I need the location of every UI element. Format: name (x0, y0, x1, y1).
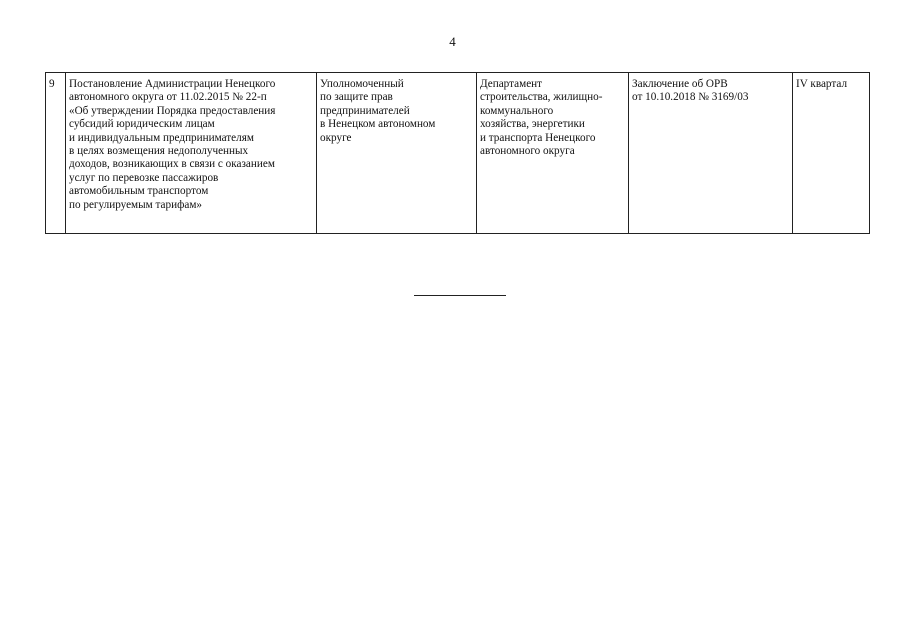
responsible-cell: Уполномоченный по защите прав предпринимателей в Ненецком автономном округе (317, 73, 477, 234)
document-title-cell: Постановление Администрации Ненецкого автономного округа от 11.02.2015 № 22-п «Об утверждении Порядка предоставления субсидий юридическим лицам и индивидуальным предпринимателям в целях возмещения недополученных доходов, возникающих в связи с оказанием услуг по перевозке пассажиров автомобильным транспортом по регулируемым тарифам» (66, 73, 317, 234)
period-cell: IV квартал (793, 73, 870, 234)
conclusion-cell: Заключение об ОРВ от 10.10.2018 № 3169/03 (629, 73, 793, 234)
table-row (46, 73, 870, 234)
row-index-cell: 9 (46, 73, 66, 234)
end-separator-line (414, 295, 506, 296)
page-number: 4 (449, 34, 456, 49)
department-cell: Департамент строительства, жилищно- коммунального хозяйства, энергетики и транспорта Ненецкого автономного округа (477, 73, 629, 234)
document-table (45, 72, 870, 234)
